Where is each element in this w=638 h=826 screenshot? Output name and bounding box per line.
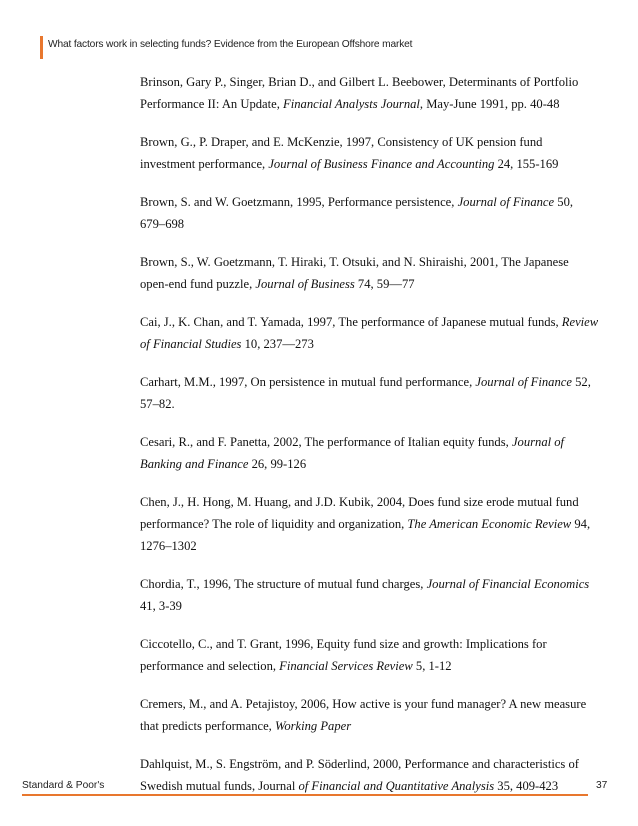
footer-divider bbox=[22, 794, 588, 796]
reference-text: Dahlquist, M., S. Engström, and P. Söderlind, 2000, Performance and characteristics of Swedish mutual funds, Journal bbox=[140, 757, 579, 793]
reference-text: Cai, J., K. Chan, and T. Yamada, 1997, The performance of Japanese mutual funds, bbox=[140, 315, 562, 329]
reference-entry bbox=[140, 573, 600, 617]
reference-entry bbox=[140, 431, 600, 475]
reference-entry bbox=[140, 371, 600, 415]
reference-text: Cremers, M., and A. Petajistoy, 2006, How active is your fund manager? A new measure that predicts performance, bbox=[140, 697, 587, 733]
header-accent-bar bbox=[40, 36, 43, 59]
reference-entry bbox=[140, 131, 600, 175]
reference-source-title: Review of Financial Studies bbox=[140, 315, 599, 351]
reference-text: 94, 1276–1302 bbox=[140, 517, 591, 553]
reference-text: 10, 237—273 bbox=[241, 337, 314, 351]
reference-text: Carhart, M.M., 1997, On persistence in mutual fund performance, bbox=[140, 375, 476, 389]
reference-text: 41, 3-39 bbox=[140, 599, 182, 613]
page-number: 37 bbox=[596, 780, 608, 791]
reference-source-title: The American Economic Review bbox=[407, 517, 572, 531]
reference-entry bbox=[140, 71, 600, 115]
reference-text: Brown, S. and W. Goetzmann, 1995, Performance persistence, bbox=[140, 195, 458, 209]
reference-source-title: Journal of Banking and Finance bbox=[140, 435, 565, 471]
reference-text: 52, 57–82. bbox=[140, 375, 591, 411]
reference-source-title: Financial Services Review bbox=[279, 659, 413, 673]
reference-text: 24, 155-169 bbox=[494, 157, 559, 171]
reference-source-title: Working Paper bbox=[274, 719, 352, 733]
reference-text: Cesari, R., and F. Panetta, 2002, The performance of Italian equity funds, bbox=[140, 435, 512, 449]
reference-entry bbox=[140, 753, 600, 797]
reference-entry bbox=[140, 633, 600, 677]
reference-entry bbox=[140, 251, 600, 295]
reference-text: Brown, G., P. Draper, and E. McKenzie, 1997, Consistency of UK pension fund investment performance, bbox=[140, 135, 543, 171]
reference-text: , May-June 1991, pp. 40-48 bbox=[419, 97, 560, 111]
reference-text: Chen, J., H. Hong, M. Huang, and J.D. Kubik, 2004, Does fund size erode mutual fund performance? The role of liquidity and organization, bbox=[140, 495, 579, 531]
reference-source-title: Journal of Business Finance and Accounting bbox=[268, 157, 495, 171]
reference-text: 74, 59—77 bbox=[354, 277, 415, 291]
reference-source-title: Financial Analysts Journal bbox=[283, 97, 420, 111]
reference-entry bbox=[140, 191, 600, 235]
reference-text: Ciccotello, C., and T. Grant, 1996, Equity fund size and growth: Implications for performance and selection, bbox=[140, 637, 547, 673]
reference-entry bbox=[140, 491, 600, 557]
reference-source-title: Journal of Finance bbox=[475, 375, 572, 389]
reference-entry bbox=[140, 311, 600, 355]
reference-text: 26, 99-126 bbox=[248, 457, 307, 471]
reference-source-title: of Financial and Quantitative Analysis bbox=[298, 779, 495, 793]
reference-text: Brown, S., W. Goetzmann, T. Hiraki, T. Otsuki, and N. Shiraishi, 2001, The Japanese open-end fund puzzle, bbox=[140, 255, 569, 291]
footer-publisher: Standard & Poor's bbox=[22, 780, 105, 791]
reference-list bbox=[140, 71, 600, 813]
reference-source-title: Journal of Financial Economics bbox=[426, 577, 590, 591]
reference-text: Chordia, T., 1996, The structure of mutual fund charges, bbox=[140, 577, 427, 591]
reference-text: Brinson, Gary P., Singer, Brian D., and Gilbert L. Beebower, Determinants of Portfolio Performance II: An Update, bbox=[140, 75, 579, 111]
reference-text: 35, 409-423 bbox=[494, 779, 559, 793]
reference-source-title: Journal of Finance bbox=[457, 195, 555, 209]
reference-entry bbox=[140, 693, 600, 737]
reference-source-title: Journal of Business bbox=[255, 277, 355, 291]
running-header: What factors work in selecting funds? Evidence from the European Offshore market bbox=[48, 39, 413, 50]
reference-text: 50, 679–698 bbox=[140, 195, 574, 231]
reference-text: 5, 1-12 bbox=[412, 659, 452, 673]
